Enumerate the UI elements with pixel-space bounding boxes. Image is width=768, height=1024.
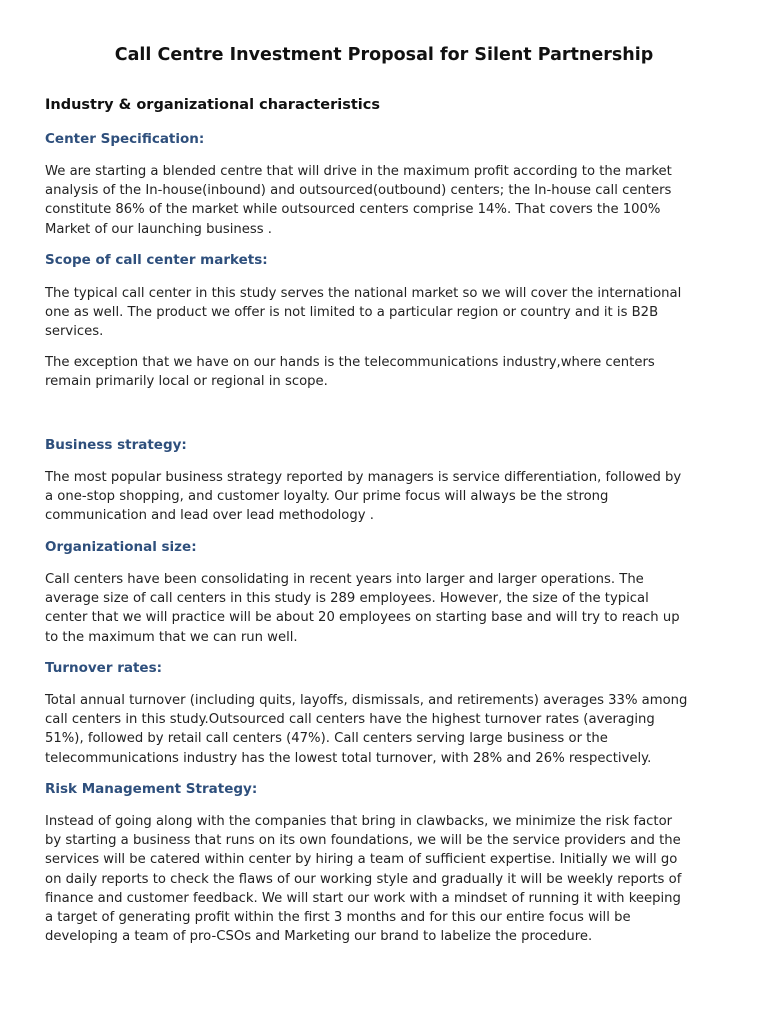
paragraph-risk-management bbox=[45, 812, 735, 946]
text-line: Market of our launching business . bbox=[45, 221, 272, 237]
text-line: The most popular business strategy reported by managers is service differentiation, followed by bbox=[45, 470, 682, 485]
text-line: The exception that we have on our hands is the telecommunications industry,where centers bbox=[45, 355, 655, 370]
text-line: average size of call centers in this study is 289 employees. However, the size of the typical bbox=[45, 591, 649, 607]
text-line: communication and lead over lead methodology . bbox=[45, 508, 374, 524]
section-heading-risk-management: Risk Management Strategy: bbox=[45, 781, 258, 797]
section-heading-center-specification: Center Specification: bbox=[45, 131, 205, 147]
paragraph-scope-2 bbox=[45, 353, 735, 391]
text-line: Instead of going along with the companies that bring in clawbacks, we minimize the risk factor bbox=[45, 814, 673, 829]
text-line: one as well. The product we offer is not limited to a particular region or country and it is B2B bbox=[45, 305, 659, 321]
text-line: telecommunications industry has the lowest total turnover, with 28% and 26% respectively. bbox=[45, 750, 652, 766]
document-subtitle: Industry & organizational characteristics bbox=[45, 97, 380, 113]
paragraph-center-specification bbox=[45, 162, 735, 239]
text-line: by starting a business that runs on its own foundations, we will be the service providers and the bbox=[45, 833, 681, 849]
text-line: remain primarily local or regional in scope. bbox=[45, 374, 328, 390]
paragraph-turnover-rates bbox=[45, 691, 735, 768]
text-line: Total annual turnover (including quits, layoffs, dismissals, and retirements) averages 33% among bbox=[45, 693, 688, 708]
text-line: developing a team of pro-CSOs and Marketing our brand to labelize the procedure. bbox=[45, 929, 593, 945]
text-line: The typical call center in this study serves the national market so we will cover the international bbox=[45, 286, 682, 301]
text-line: services will be catered within center by hiring a team of sufficient expertise. Initially we will go bbox=[45, 852, 678, 868]
text-line: constitute 86% of the market while outsourced centers comprise 14%. That covers the 100% bbox=[45, 202, 661, 218]
text-line: on daily reports to check the flaws of our working style and gradually it will be weekly reports of bbox=[45, 871, 682, 887]
paragraph-business-strategy bbox=[45, 468, 735, 526]
section-heading-organizational-size: Organizational size: bbox=[45, 539, 197, 555]
text-line: a one-stop shopping, and customer loyalty. Our prime focus will always be the strong bbox=[45, 489, 609, 505]
text-line: to the maximum that we can run well. bbox=[45, 629, 298, 645]
text-line: call centers in this study.Outsourced call centers have the highest turnover rates (averaging bbox=[45, 712, 655, 728]
text-line: analysis of the In-house(inbound) and outsourced(outbound) centers; the In-house call centers bbox=[45, 183, 672, 199]
text-line: a target of generating profit within the first 3 months and for this our entire focus will be bbox=[45, 910, 631, 926]
paragraph-scope-1 bbox=[45, 284, 735, 342]
text-line: We are starting a blended centre that will drive in the maximum profit according to the market bbox=[45, 164, 672, 179]
text-line: 51%), followed by retail call centers (47%). Call centers serving large business or the bbox=[45, 731, 608, 747]
text-line: center that we will practice will be about 20 employees on starting base and will try to reach up bbox=[45, 610, 680, 626]
document-title: Call Centre Investment Proposal for Silent Partnership bbox=[114, 45, 654, 65]
section-heading-business-strategy: Business strategy: bbox=[45, 437, 187, 453]
text-line: finance and customer feedback. We will start our work with a mindset of running it with keeping bbox=[45, 890, 681, 906]
paragraph-organizational-size bbox=[45, 570, 735, 647]
text-line: Call centers have been consolidating in recent years into larger and larger operations. The bbox=[45, 572, 644, 587]
section-heading-turnover-rates: Turnover rates: bbox=[45, 660, 163, 676]
text-line: services. bbox=[45, 324, 104, 340]
section-heading-scope: Scope of call center markets: bbox=[45, 252, 268, 268]
